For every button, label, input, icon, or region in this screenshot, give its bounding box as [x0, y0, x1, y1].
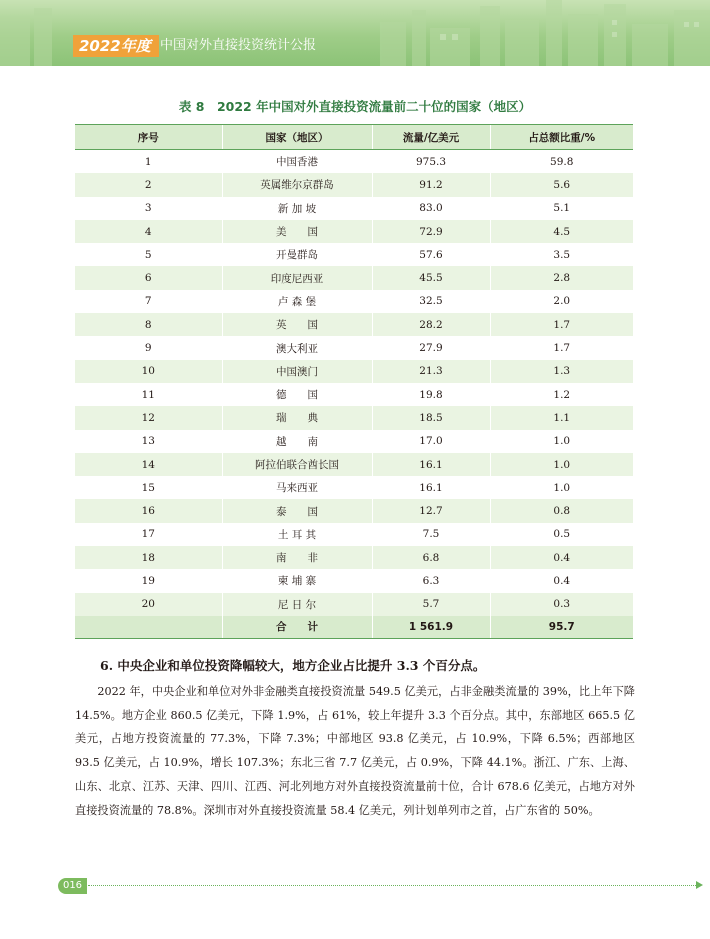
- cell-rank: 11: [75, 383, 222, 406]
- cell-share: 2.8: [490, 266, 633, 289]
- cell-flow: 18.5: [372, 406, 490, 429]
- cell-country: 泰 国: [222, 499, 372, 522]
- cell-share: 0.5: [490, 523, 633, 546]
- cell-rank: 15: [75, 476, 222, 499]
- cell-rank: 3: [75, 197, 222, 220]
- cell-share: 0.4: [490, 569, 633, 592]
- table-row: [75, 476, 633, 499]
- table-row: [75, 313, 633, 336]
- cell-country: 美 国: [222, 220, 372, 243]
- table-header-row: [75, 125, 633, 150]
- cell-share: 0.4: [490, 546, 633, 569]
- cell-rank: 17: [75, 523, 222, 546]
- table-row: [75, 336, 633, 359]
- table-row: [75, 290, 633, 313]
- cell-share: 4.5: [490, 220, 633, 243]
- cell-share: 1.7: [490, 313, 633, 336]
- cell-rank: 20: [75, 593, 222, 616]
- cell-rank: 4: [75, 220, 222, 243]
- cell-country: 卢 森 堡: [222, 290, 372, 313]
- table-row: [75, 406, 633, 429]
- cell-flow: 17.0: [372, 430, 490, 453]
- table-row: [75, 197, 633, 220]
- cell-rank: 1: [75, 150, 222, 174]
- page-header-banner: [0, 0, 710, 66]
- cell-share: 2.0: [490, 290, 633, 313]
- cell-flow: 57.6: [372, 243, 490, 266]
- table-row: [75, 243, 633, 266]
- report-title: 中国对外直接投资统计公报: [160, 38, 317, 53]
- cell-flow: 32.5: [372, 290, 490, 313]
- table-row: [75, 430, 633, 453]
- column-header-share: 占总额比重/%: [490, 125, 633, 150]
- table-row: [75, 499, 633, 522]
- table-caption: 表 8 2022 年中国对外直接投资流量前二十位的国家（地区）: [178, 99, 532, 114]
- table-row: [75, 523, 633, 546]
- cell-rank: 12: [75, 406, 222, 429]
- column-header-country: 国家（地区）: [222, 125, 372, 150]
- cell-rank: 2: [75, 173, 222, 196]
- footer-rule: [88, 885, 698, 886]
- cell-country: 尼 日 尔: [222, 593, 372, 616]
- table-total-row: [75, 616, 633, 639]
- cell-share: 1.1: [490, 406, 633, 429]
- cell-share: 1.3: [490, 360, 633, 383]
- cell-country: 瑞 典: [222, 406, 372, 429]
- table-row: [75, 173, 633, 196]
- cell-flow: 7.5: [372, 523, 490, 546]
- cell-share: 3.5: [490, 243, 633, 266]
- cell-rank: 7: [75, 290, 222, 313]
- cell-country: 澳大利亚: [222, 336, 372, 359]
- table-row: [75, 569, 633, 592]
- cell-rank: 16: [75, 499, 222, 522]
- cell-country: 越 南: [222, 430, 372, 453]
- table-row: [75, 150, 633, 174]
- table-row: [75, 220, 633, 243]
- total-cell-country: 合 计: [222, 616, 372, 639]
- cell-country: 新 加 坡: [222, 197, 372, 220]
- cell-share: 1.0: [490, 430, 633, 453]
- cell-flow: 16.1: [372, 476, 490, 499]
- year-tag: 2022年度: [73, 35, 159, 57]
- cell-country: 德 国: [222, 383, 372, 406]
- cell-rank: 5: [75, 243, 222, 266]
- cell-country: 中国香港: [222, 150, 372, 174]
- table-row: [75, 453, 633, 476]
- cell-flow: 45.5: [372, 266, 490, 289]
- cell-country: 阿拉伯联合酋长国: [222, 453, 372, 476]
- table-row: [75, 383, 633, 406]
- cell-share: 0.8: [490, 499, 633, 522]
- body-paragraph: 2022 年，中央企业和单位对外非金融类直接投资流量 549.5 亿美元，占非金融类流量的 39%，比上年下降 14.5%。地方企业 860.5 亿美元，下降 1.9%，占 61%，较上年提升 3.3 个百分点。其中，东部地区 665.5 亿美元，占地方投资流量的 77.3%，下降 7.3%；中部地区 93.8 亿美元，占 10.9%，下降 6.5%；西部地区 93.5 亿美元，占 10.9%，增长 107.3%；东北三省 7.7 亿美元，占 0.9%，下降 44.1%。浙江、广东、上海、山东、北京、江苏、天津、四川、江西、河北列地方对外直接投资流量前十位，合计 678.6 亿美元，占地方对外直接投资流量的 78.8%。深圳市对外直接投资流量 58.4 亿美元，列计划单列市之首，占广东省的 50%。: [75, 685, 635, 817]
- cell-flow: 16.1: [372, 453, 490, 476]
- cell-country: 中国澳门: [222, 360, 372, 383]
- cell-share: 5.6: [490, 173, 633, 196]
- cell-share: 1.0: [490, 476, 633, 499]
- cell-share: 1.7: [490, 336, 633, 359]
- page-number: 016: [58, 878, 87, 894]
- footer-arrow-icon: [696, 881, 703, 889]
- cell-flow: 6.8: [372, 546, 490, 569]
- cell-rank: 10: [75, 360, 222, 383]
- cell-country: 柬 埔 寨: [222, 569, 372, 592]
- cell-rank: 14: [75, 453, 222, 476]
- cell-flow: 12.7: [372, 499, 490, 522]
- table-row: [75, 593, 633, 616]
- cell-flow: 83.0: [372, 197, 490, 220]
- cell-flow: 72.9: [372, 220, 490, 243]
- column-header-flow: 流量/亿美元: [372, 125, 490, 150]
- cell-flow: 5.7: [372, 593, 490, 616]
- cell-flow: 27.9: [372, 336, 490, 359]
- table-row: [75, 360, 633, 383]
- cell-rank: 6: [75, 266, 222, 289]
- column-header-rank: 序号: [75, 125, 222, 150]
- total-cell-flow: 1 561.9: [372, 616, 490, 639]
- cell-flow: 21.3: [372, 360, 490, 383]
- cell-country: 英 国: [222, 313, 372, 336]
- cell-share: 0.3: [490, 593, 633, 616]
- cell-country: 马来西亚: [222, 476, 372, 499]
- cell-flow: 91.2: [372, 173, 490, 196]
- cell-flow: 975.3: [372, 150, 490, 174]
- cell-flow: 19.8: [372, 383, 490, 406]
- table-row: [75, 546, 633, 569]
- total-cell-share: 95.7: [490, 616, 633, 639]
- cell-country: 南 非: [222, 546, 372, 569]
- cell-rank: 13: [75, 430, 222, 453]
- cell-share: 5.1: [490, 197, 633, 220]
- cell-rank: 19: [75, 569, 222, 592]
- cell-share: 59.8: [490, 150, 633, 174]
- cell-country: 开曼群岛: [222, 243, 372, 266]
- cell-country: 英属维尔京群岛: [222, 173, 372, 196]
- cell-flow: 6.3: [372, 569, 490, 592]
- cell-country: 印度尼西亚: [222, 266, 372, 289]
- cell-country: 土 耳 其: [222, 523, 372, 546]
- cell-share: 1.0: [490, 453, 633, 476]
- section-heading: 6. 中央企业和单位投资降幅较大，地方企业占比提升 3.3 个百分点。: [100, 658, 486, 673]
- cell-flow: 28.2: [372, 313, 490, 336]
- table-row: [75, 266, 633, 289]
- cell-share: 1.2: [490, 383, 633, 406]
- total-cell-rank: [75, 616, 222, 639]
- investment-flow-table: [75, 124, 633, 639]
- cell-rank: 9: [75, 336, 222, 359]
- cell-rank: 18: [75, 546, 222, 569]
- cell-rank: 8: [75, 313, 222, 336]
